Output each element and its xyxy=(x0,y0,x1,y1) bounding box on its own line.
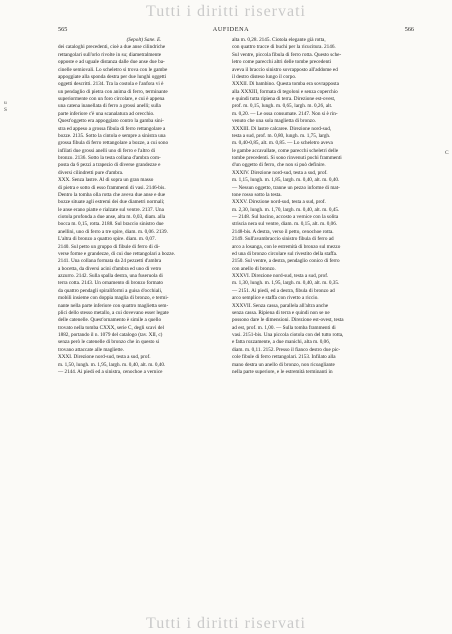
text-line: grossa fibula di ferro rettangolare a bozze, a cui sono xyxy=(58,140,169,147)
text-line: venuto che una sola maglietta di bronzo. xyxy=(232,118,316,125)
text-line: plici dello stesso metallo, a cui dovevano esser legate xyxy=(58,309,169,316)
text-line: aveva il braccio sinistro sovrapposto all'addome ed xyxy=(232,66,338,73)
text-line: e quindi tutta ripiena di terra. Direzione est-ovest, xyxy=(232,96,336,102)
text-line: L'altra di bronzo a quattro spire. diam. m. 0,07. xyxy=(58,236,156,243)
text-line: 1882, portando il n. 1079 del catalogo (tav. XII, c) xyxy=(58,332,163,338)
text-line: m. 1,15, lungh. m. 1,85, largh. m. 0,40, alt. m. 0,40. xyxy=(232,177,340,184)
text-line: possono dare le dimensioni. Direzione est-ovest, testa xyxy=(232,317,344,324)
text-line: XXXIII. Di lastre calcaree. Direzione nord-sud, xyxy=(232,125,332,132)
text-line: ciotola profonda a due anse, alta m. 0,03, diam. alla xyxy=(58,214,166,220)
text-line: Quest'oggetto era appoggiato contro la gamba sini- xyxy=(58,118,164,125)
text-line: trovano attaccate alle magliette. xyxy=(58,346,124,353)
text-line: Sul ventre, piccola fibula di ferro rotta. Questo sche- xyxy=(232,51,342,58)
text-line: da quattro pendagli spiraliformi a guisa d'occhiali, xyxy=(58,287,163,294)
text-line: — 2151. Ai piedi, ed a destra, fibula di bronzo ad xyxy=(232,287,335,294)
text-line: nante nella parte inferiore con quattro maglietta sem- xyxy=(58,302,169,309)
text-line: oggetti descritti. 2134. Tra la costola e l'anfora vi è xyxy=(58,81,164,88)
text-line: verse forme e grandezze, di cui due rettangolari a bozze. xyxy=(58,250,176,257)
text-line: nella parte superiore, e le estremità terminanti in xyxy=(232,368,333,375)
text-line: stra ed appeso a grossa fibula di ferro rettangolare a xyxy=(58,125,166,132)
right-column-text xyxy=(232,37,404,376)
text-line: trovato nella tomba CXXX, serie C, degli scavi del xyxy=(58,324,165,331)
text-line: tone rosso sotto la testa. xyxy=(232,191,282,198)
text-line: letro come parecchi altri delle tombe precedenti xyxy=(232,59,332,66)
text-line: parte inferiore c'è una scanalatura ad orecchio. xyxy=(58,110,155,117)
text-line: XXX. Senza lastre. Al di sopra un gran masso xyxy=(58,177,154,184)
text-line: — 2148. Sul bacino, accosto a vernice con la solita xyxy=(232,214,339,220)
watermark-bottom: Tutti i diritti riservati xyxy=(146,615,306,632)
left-column xyxy=(58,37,230,376)
text-line: e fatta rozzamente, a due manichi, alta m. 0,06, xyxy=(232,339,331,346)
text-line: senza cassa. Ripiena di terra e quindi non se ne xyxy=(232,309,330,316)
text-line: d'un oggetto di ferro, che non si può definire. xyxy=(232,162,326,169)
text-line: — 2144. Ai piedi ed a sinistra, cenochoe a vernice xyxy=(58,368,163,375)
watermark-top: Tutti i diritti riservati xyxy=(146,3,306,20)
text-line: prof. m. 0,15, lungh. m. 0,65, largh. m. 0,26, alt. xyxy=(232,103,333,110)
text-line: XXXVII. Senza cassa, parallela all'altra anche xyxy=(232,302,329,309)
text-line: bozze situate agli estremi dei due diametri normali; xyxy=(58,199,165,206)
text-line: terra cotta. 2143. Un ornamento di bronzo formato xyxy=(58,280,164,287)
text-line: alta m. 0,28. 2145. Ciotola elegante già rotta, xyxy=(232,37,326,43)
text-line: cole fibule di ferro rettangolari. 2153. Infilato alla xyxy=(232,354,336,361)
text-line: vasi. 2151-bis. Una piccola ciotola con del tutto rotta, xyxy=(232,332,344,338)
text-line: testa a sud, prof. m. 0,80, lungh. m. 1,75, largh. xyxy=(232,132,331,139)
text-line: m. 1,50, lungh. m. 1,95, largh. m. 0,40, alt. m. 0,40. xyxy=(58,361,166,368)
text-line: striscia nera sul ventre, diam. m. 0,15, alt. m. 0,06. xyxy=(232,221,338,228)
section-title: (Sepolt) Sane. E. xyxy=(126,37,162,43)
text-line: m. 0,40-0,85, alt. m. 0,85. — Lo scheletro aveva xyxy=(232,140,333,147)
margin-mark-right: C xyxy=(445,150,449,156)
text-line: tombe precedenti. Si sono rinvenuti pochi frammenti xyxy=(232,155,342,161)
text-line: mobili insieme con doppia maglia di bronzo, e termi- xyxy=(58,295,169,302)
text-line: appoggiate alla sponda destra per due lunghi oggetti xyxy=(58,73,167,80)
text-line: con anello di bronzo. xyxy=(232,265,276,272)
text-line: XXXII. Di bambino. Questa tomba era sovrapposta xyxy=(232,81,339,88)
text-line: m. 1,30, lungh. m. 1,95, largh. m. 0,40, alt. m. 0,35. xyxy=(232,280,340,287)
text-line: con quattro tracce di buchi per la ricucitura. 2146. xyxy=(232,44,336,51)
text-line: il destro disteso lungo il corpo. xyxy=(232,73,297,80)
text-line: rettangolari sull'orlo rivolte in su; diametralmente xyxy=(58,51,162,58)
text-line: delle catenelle. Quest'ornamento è simile a quello xyxy=(58,317,162,324)
text-line: a bocetta, da diversi acini d'ambra ed uno di vetro xyxy=(58,265,162,272)
text-line: di pietra e sotto di esso frammenti di vasi. 2146-bis. xyxy=(58,184,166,191)
text-line: le anse erano piatte e rialzate sul ventre. 2137. Una xyxy=(58,206,164,213)
text-line: 2140. Sul petto un gruppo di fibule di ferro di di- xyxy=(58,243,160,250)
text-line: una catena inanellata di ferro a grossi anelli; sulla xyxy=(58,103,161,110)
text-line: le gambe accavallate, come parecchi scheletri delle xyxy=(232,147,339,154)
text-line: Dentro la tomba olla rotta che aveva due anse e due xyxy=(58,191,166,198)
text-line: — Nessun oggetto, tranne un pezzo informe di mat- xyxy=(232,184,340,191)
text-line: m. 0,20. — Le ossa consumate. 2147. Non si è rin- xyxy=(232,110,338,117)
text-line: un pendaglio di pietra con anima di ferro, terminante xyxy=(58,88,168,95)
text-line: bronzo. 2136. Sotto la testa collana d'ambra com- xyxy=(58,155,161,161)
text-line: XXXI. Direzione nord-sud, testa a sud, prof. xyxy=(58,354,151,361)
text-line: XXXV. Direzione nord-sud, testa a sud, prof. xyxy=(232,199,326,206)
text-line: anellini, uno di ferro a tre spire, diam. m. 0,06. 2139. xyxy=(58,228,168,235)
margin-mark-left: u S xyxy=(4,100,7,113)
text-line: arco a losanga, con le estremità di bronzo sul mezzo xyxy=(232,243,341,250)
text-line: superiormente con un foro circolare, e cui è appena xyxy=(58,96,165,102)
text-line: dei cataloghi precedenti, cioè a due anse cilindriche xyxy=(58,44,166,51)
text-line: alla XXXIII, formata di tegoloni e senza coperchio xyxy=(232,88,338,95)
text-line: azzurro. 2142. Sulla spalla destra, una fuseruola di xyxy=(58,273,163,279)
left-column-text xyxy=(58,44,230,376)
text-line: posta da 6 pezzi a trapezio di diverse grandezze e xyxy=(58,162,161,169)
text-line: mano destra un anello di bronzo, non ricoagliante xyxy=(232,361,335,368)
text-line: ad est, prof. m. 1,00. — Sulla tomba frammenti di xyxy=(232,324,336,331)
text-line: 2141. Una collana formata da 24 pezzetti d'ambra xyxy=(58,258,162,265)
text-line: infilati due grossi anelli uno di ferro e l'altro di xyxy=(58,147,156,154)
text-line: opposte e ad uguale distanza dalle due anse due ba- xyxy=(58,59,165,66)
text-line: 2149. Sull'avambraccio sinistro fibula di ferro ad xyxy=(232,236,334,243)
page-number-right: 566 xyxy=(404,26,414,33)
right-column xyxy=(232,37,404,376)
text-line: 2148-bis. A destra, verso il petto, cenochoe rotta. xyxy=(232,228,334,235)
running-title: AUFIDENA xyxy=(212,26,250,33)
page-number-left: 565 xyxy=(58,26,68,33)
text-line: diam. m. 0,11. 2152. Presso il fianco destro due pic- xyxy=(232,346,341,353)
text-line: ed una di bronzo circolare sul rivestito della staffa. xyxy=(232,250,338,257)
text-line: senza però le catenelle di bronzo che in questo si xyxy=(58,339,160,346)
text-line: XXXIV. Direzione nord-sud, testa a sud, prof. xyxy=(232,169,328,176)
text-line: bozze. 2135. Sotto la cintola e sempre a sinistra una xyxy=(58,132,166,139)
text-line: diversi cilindretti pure d'ambra. xyxy=(58,169,124,176)
text-line: arco semplice e staffa con rivetto a riccio. xyxy=(232,295,319,302)
text-line: 2150. Sul ventre, a destra, pendaglio conico di ferro xyxy=(232,258,340,265)
text-line: m. 2,30, lungh. m. 1,70, largh. m. 0,40, alt. m. 0,45. xyxy=(232,206,340,213)
text-line: cinelle semiovali. Lo scheletro si trova con le gambe xyxy=(58,66,168,73)
text-line: bocca m. 0,15, rotta. 2188. Sul braccio sinistro due xyxy=(58,221,164,228)
text-line: XXXVI. Direzione nord-sud, testa a sud, prof. xyxy=(232,273,329,279)
